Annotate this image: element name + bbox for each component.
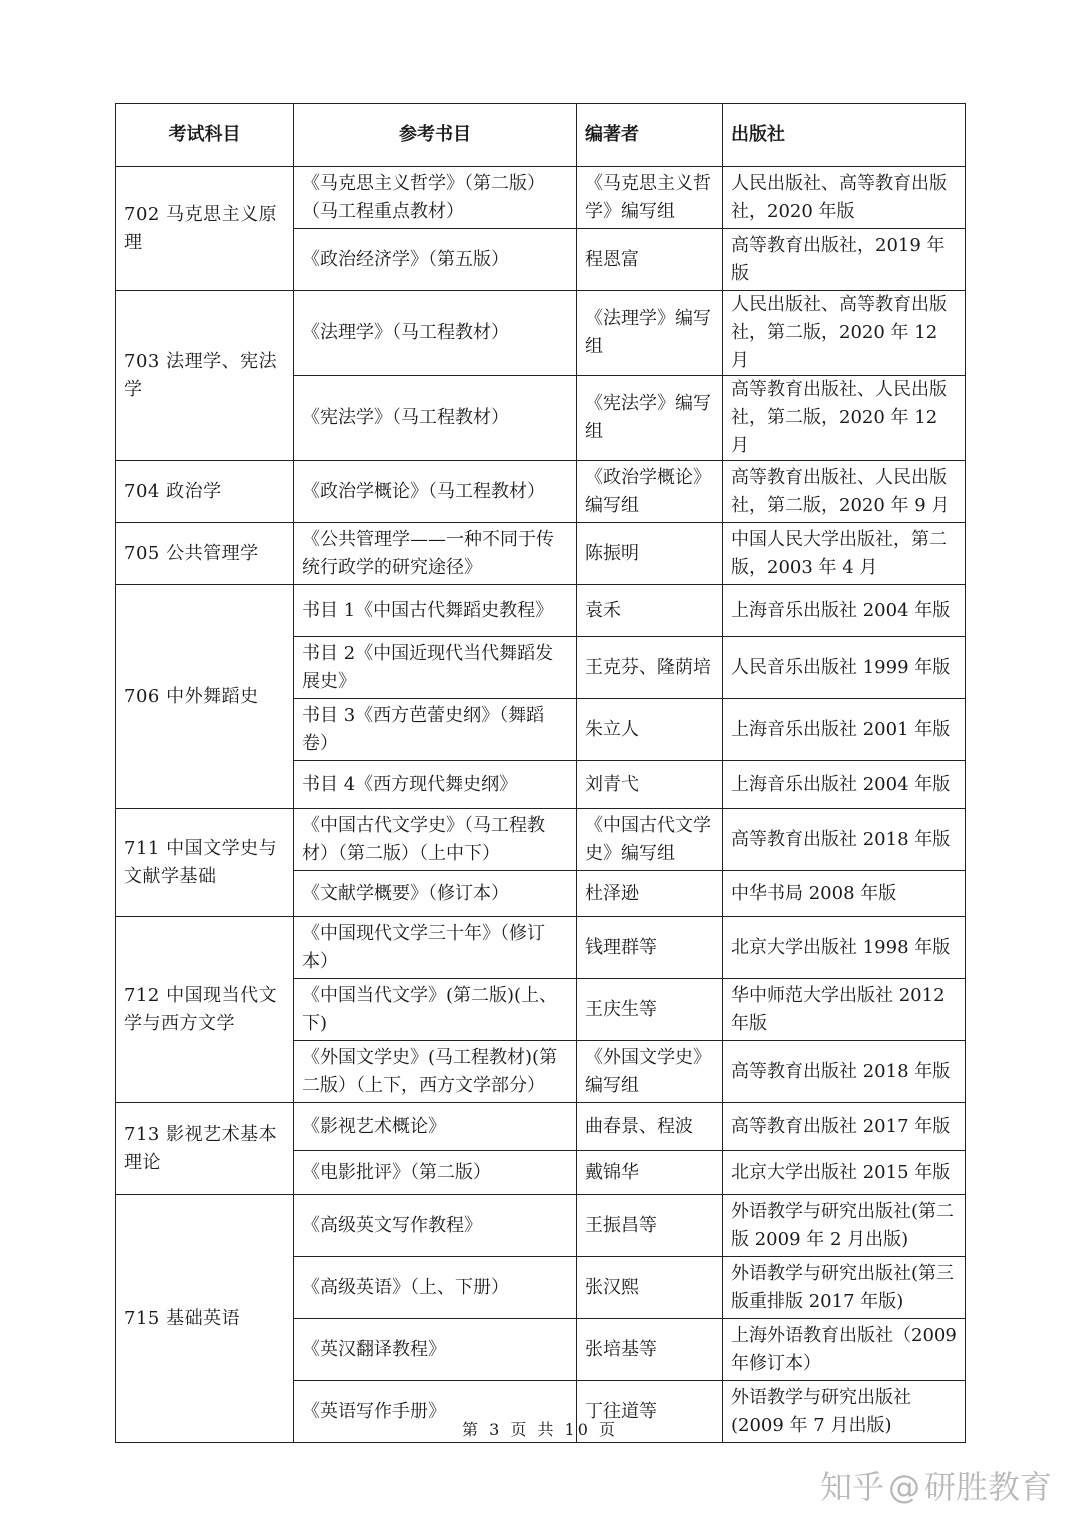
author-cell: 刘青弋 (577, 761, 723, 809)
publisher-cell: 高等教育出版社，2019 年版 (723, 229, 966, 291)
book-cell: 《法理学》（马工程教材） (294, 291, 577, 376)
header-book: 参考书目 (294, 104, 577, 167)
table-row (116, 291, 966, 376)
exam-subject-cell: 711 中国文学史与文献学基础 (116, 809, 294, 917)
book-cell: 《政治经济学》（第五版） (294, 229, 577, 291)
table-row (116, 917, 966, 979)
publisher-cell: 人民出版社、高等教育出版社，2020 年版 (723, 167, 966, 229)
table-row (116, 523, 966, 585)
book-cell: 书目 1《中国古代舞蹈史教程》 (294, 585, 577, 637)
book-cell: 《宪法学》（马工程教材） (294, 376, 577, 461)
table-row (116, 1195, 966, 1257)
author-cell: 朱立人 (577, 699, 723, 761)
publisher-cell: 人民音乐出版社 1999 年版 (723, 637, 966, 699)
author-cell: 曲春景、程波 (577, 1103, 723, 1151)
book-cell: 《中国当代文学》(第二版)(上、下) (294, 979, 577, 1041)
author-cell: 《中国古代文学史》编写组 (577, 809, 723, 871)
author-cell: 钱理群等 (577, 917, 723, 979)
header-publisher: 出版社 (723, 104, 966, 167)
exam-subject-cell: 706 中外舞蹈史 (116, 585, 294, 809)
header-author: 编著者 (577, 104, 723, 167)
page-number: 第 3 页 共 10 页 (462, 1420, 618, 1439)
author-cell: 《政治学概论》编写组 (577, 461, 723, 523)
book-cell: 《马克思主义哲学》（第二版）（马工程重点教材） (294, 167, 577, 229)
header-subject: 考试科目 (116, 104, 294, 167)
publisher-cell: 中国人民大学出版社，第二版，2003 年 4 月 (723, 523, 966, 585)
author-cell: 《宪法学》编写组 (577, 376, 723, 461)
publisher-cell: 华中师范大学出版社 2012 年版 (723, 979, 966, 1041)
publisher-cell: 上海外语教育出版社（2009 年修订本） (723, 1319, 966, 1381)
book-cell: 书目 4《西方现代舞史纲》 (294, 761, 577, 809)
publisher-cell: 上海音乐出版社 2004 年版 (723, 761, 966, 809)
table-row (116, 461, 966, 523)
table-row (116, 809, 966, 871)
table-header-row (116, 104, 966, 167)
table-row (116, 1103, 966, 1151)
exam-subject-cell: 712 中国现当代文学与西方文学 (116, 917, 294, 1103)
publisher-cell: 高等教育出版社 2018 年版 (723, 1041, 966, 1103)
book-cell: 《英汉翻译教程》 (294, 1319, 577, 1381)
watermark-at: @ (887, 1468, 920, 1506)
publisher-cell: 人民出版社、高等教育出版社，第二版，2020 年 12 月 (723, 291, 966, 376)
exam-subject-cell: 713 影视艺术基本理论 (116, 1103, 294, 1195)
book-cell: 书目 2《中国近现代当代舞蹈发展史》 (294, 637, 577, 699)
author-cell: 张培基等 (577, 1319, 723, 1381)
watermark-site: 知乎 (819, 1468, 884, 1506)
publisher-cell: 高等教育出版社、人民出版社，第二版，2020 年 9 月 (723, 461, 966, 523)
author-cell: 王振昌等 (577, 1195, 723, 1257)
author-cell: 程恩富 (577, 229, 723, 291)
exam-subject-cell: 705 公共管理学 (116, 523, 294, 585)
book-cell: 《英语写作手册》 (294, 1381, 577, 1443)
publisher-cell: 上海音乐出版社 2001 年版 (723, 699, 966, 761)
publisher-cell: 外语教学与研究出版社(第二版 2009 年 2 月出版) (723, 1195, 966, 1257)
exam-subject-cell: 703 法理学、宪法学 (116, 291, 294, 461)
publisher-cell: 北京大学出版社 2015 年版 (723, 1151, 966, 1195)
book-cell: 《电影批评》（第二版） (294, 1151, 577, 1195)
publisher-cell: 北京大学出版社 1998 年版 (723, 917, 966, 979)
book-cell: 《中国现代文学三十年》（修订本） (294, 917, 577, 979)
watermark (820, 1462, 1052, 1508)
book-cell: 《中国古代文学史》（马工程教材）（第二版）（上中下） (294, 809, 577, 871)
author-cell: 王克芬、隆荫培 (577, 637, 723, 699)
book-cell: 《文献学概要》（修订本） (294, 871, 577, 917)
exam-subject-cell: 702 马克思主义原理 (116, 167, 294, 291)
book-cell: 《高级英文写作教程》 (294, 1195, 577, 1257)
author-cell: 《法理学》编写组 (577, 291, 723, 376)
table-body (116, 167, 966, 1443)
book-cell: 《影视艺术概论》 (294, 1103, 577, 1151)
publisher-cell: 高等教育出版社、人民出版社，第二版，2020 年 12 月 (723, 376, 966, 461)
book-cell: 《政治学概论》（马工程教材） (294, 461, 577, 523)
exam-subject-cell: 704 政治学 (116, 461, 294, 523)
author-cell: 《马克思主义哲学》编写组 (577, 167, 723, 229)
watermark-author: 研胜教育 (923, 1468, 1052, 1506)
author-cell: 《外国文学史》编写组 (577, 1041, 723, 1103)
publisher-cell: 高等教育出版社 2018 年版 (723, 809, 966, 871)
author-cell: 袁禾 (577, 585, 723, 637)
author-cell: 丁往道等 (577, 1381, 723, 1443)
exam-subject-cell: 715 基础英语 (116, 1195, 294, 1443)
book-cell: 《公共管理学——一种不同于传统行政学的研究途径》 (294, 523, 577, 585)
author-cell: 陈振明 (577, 523, 723, 585)
table-row (116, 167, 966, 229)
author-cell: 张汉熙 (577, 1257, 723, 1319)
publisher-cell: 中华书局 2008 年版 (723, 871, 966, 917)
publisher-cell: 高等教育出版社 2017 年版 (723, 1103, 966, 1151)
publisher-cell: 外语教学与研究出版社(第三版重排版 2017 年版) (723, 1257, 966, 1319)
publisher-cell: 外语教学与研究出版社(2009 年 7 月出版) (723, 1381, 966, 1443)
table-row (116, 585, 966, 637)
publisher-cell: 上海音乐出版社 2004 年版 (723, 585, 966, 637)
book-cell: 书目 3《西方芭蕾史纲》（舞蹈卷） (294, 699, 577, 761)
author-cell: 戴锦华 (577, 1151, 723, 1195)
reference-book-table (115, 103, 966, 1443)
author-cell: 杜泽逊 (577, 871, 723, 917)
book-cell: 《高级英语》（上、下册） (294, 1257, 577, 1319)
author-cell: 王庆生等 (577, 979, 723, 1041)
book-cell: 《外国文学史》(马工程教材)(第二版）（上下，西方文学部分） (294, 1041, 577, 1103)
